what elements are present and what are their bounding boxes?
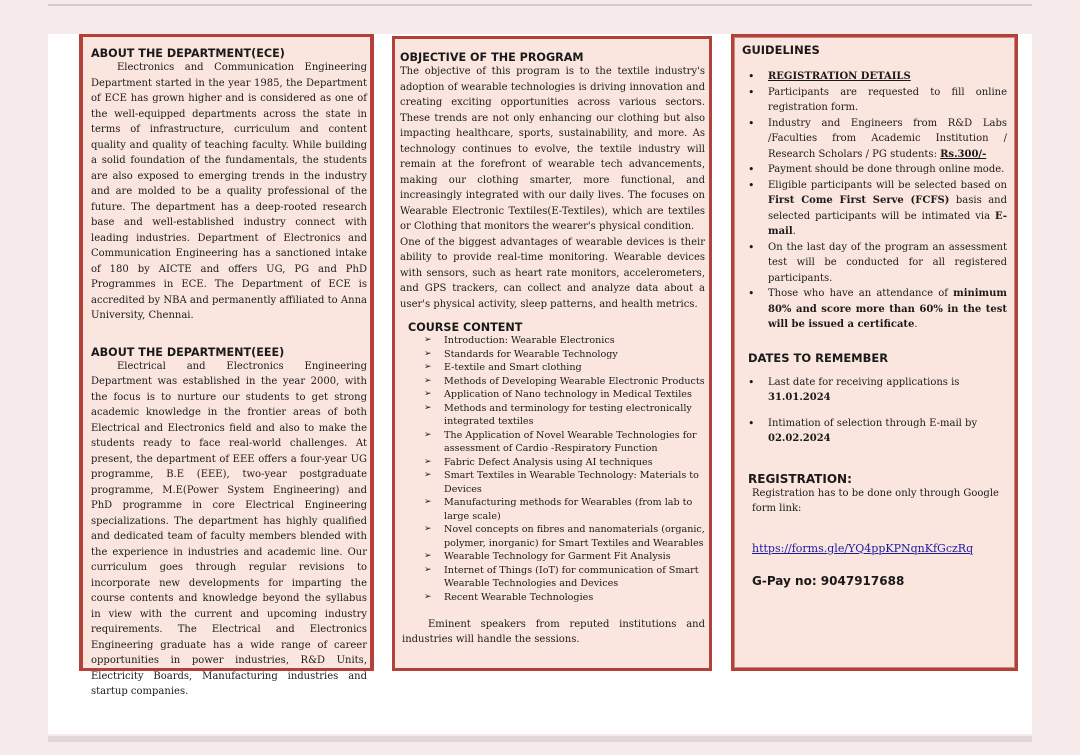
list-item bbox=[742, 178, 1007, 240]
certificate-criteria: minimum 80% and score more than 60% in the test will be issued a certificate bbox=[768, 288, 1007, 330]
list-item bbox=[742, 286, 1007, 333]
arrow-bullet-icon: ➢ bbox=[424, 402, 432, 413]
course-item-label: Internet of Things (IoT) for communication of Smart Wearable Technologies and Devices bbox=[444, 564, 699, 589]
objective-para-1: The objective of this program is to the textile industry's adoption of wearable technologies is driving innovation and creating exciting opportunities across various sectors. These trends are not only enhancing our clothing but also impacting healthcare, sports, sustainability, and more. As technology continues to evolve, the textile industry will remain at the forefront of wearable tech advancements, making our clothing smarter, more functional, and increasingly integrated with our daily lives. The focuses on Wearable Electronic Textiles(E-Textiles), which are textiles or Clothing that monitors the wearer's physical condition. bbox=[400, 66, 705, 232]
guideline-text: Eligible participants will be selected based on bbox=[768, 179, 1007, 191]
list-item bbox=[742, 85, 1007, 116]
list-item bbox=[424, 429, 705, 456]
guidelines-panel bbox=[731, 34, 1018, 671]
registration-text: Registration has to be done only through Google form link: bbox=[752, 487, 999, 514]
course-item-label: Standards for Wearable Technology bbox=[444, 348, 618, 360]
fee-amount: Rs.300/- bbox=[940, 148, 987, 160]
guideline-text: Industry and Engineers from R&D Labs /Faculties from Academic Institution / Research Scholars / PG students: bbox=[768, 117, 1007, 160]
arrow-bullet-icon: ➢ bbox=[424, 551, 432, 561]
ece-heading: ABOUT THE DEPARTMENT(ECE) bbox=[91, 47, 285, 60]
eee-body bbox=[91, 359, 367, 700]
arrow-bullet-icon: ➢ bbox=[424, 497, 432, 507]
list-item bbox=[742, 375, 1007, 406]
course-item-label: Wearable Technology for Garment Fit Analysis bbox=[444, 551, 671, 562]
guidelines-heading: GUIDELINES bbox=[742, 43, 820, 57]
bullet-icon: • bbox=[748, 375, 755, 389]
list-item bbox=[424, 361, 705, 375]
objective-heading: OBJECTIVE OF THE PROGRAM bbox=[400, 51, 584, 64]
form-link-row bbox=[752, 537, 1007, 556]
bullet-icon: • bbox=[748, 163, 755, 176]
arrow-bullet-icon: ➢ bbox=[424, 591, 432, 602]
list-item bbox=[742, 69, 1007, 85]
guidelines-list bbox=[742, 69, 1007, 333]
registration-details-label: REGISTRATION DETAILS bbox=[768, 71, 911, 82]
list-item bbox=[424, 388, 705, 402]
bullet-icon: • bbox=[748, 240, 755, 254]
guideline-text: Those who have an attendance of bbox=[768, 288, 954, 299]
arrow-bullet-icon: ➢ bbox=[424, 456, 432, 467]
fcfs-text: First Come First Serve (FCFS) bbox=[768, 195, 950, 206]
arrow-bullet-icon: ➢ bbox=[424, 389, 432, 399]
course-item-label: Methods and terminology for testing electronically integrated textiles bbox=[444, 402, 692, 427]
list-item bbox=[742, 162, 1007, 178]
date-text: Last date for receiving applications is bbox=[768, 376, 960, 388]
bullet-icon: • bbox=[748, 178, 755, 192]
course-item-label: The Application of Novel Wearable Technologies for assessment of Cardio -Respiratory Function bbox=[444, 429, 697, 454]
list-item bbox=[742, 240, 1007, 287]
guideline-text: . bbox=[914, 319, 918, 330]
program-panel bbox=[392, 36, 712, 671]
arrow-bullet-icon: ➢ bbox=[424, 524, 432, 534]
course-item-label: Methods of Developing Wearable Electronic Products bbox=[444, 375, 705, 387]
bullet-icon: • bbox=[748, 116, 755, 130]
guideline-text: On the last day of the program an assessment test will be conducted for all registered participants. bbox=[768, 241, 1007, 284]
list-item bbox=[424, 564, 705, 591]
guideline-text: . bbox=[792, 226, 796, 237]
course-item-label: Novel concepts on fibres and nanomaterials (organic, polymer, inorganic) for Smart Textiles and Wearables bbox=[444, 524, 705, 549]
guideline-text: Participants are requested to fill online registration form. bbox=[768, 86, 1007, 113]
arrow-bullet-icon: ➢ bbox=[424, 348, 432, 359]
list-item bbox=[424, 550, 705, 564]
course-item-label: Recent Wearable Technologies bbox=[444, 591, 594, 603]
course-item-label: Fabric Defect Analysis using AI techniques bbox=[444, 456, 653, 468]
speakers-note-text: Eminent speakers from reputed institutions and industries will handle the sessions. bbox=[402, 619, 705, 645]
ece-body-text: Electronics and Communication Engineering Department started in the year 1985, the Department of ECE has grown higher and is considered as one of the well-equipped departments across the state in terms of infrastructure, curriculum and content quality and quality of teaching faculty. While building a solid foundation of the fundamentals, the students are also exposed to emerging trends in the industry and are molded to be a quality professional of the future. The department has a deep-rooted research base and well-established industry connect with leading industries. Department of Electronics and Communication Engineering has a sanctioned intake of 180 by AICTE and offers UG, PG and PhD Programmes in ECE. The Department of ECE is accredited by NBA and permanently affiliated to Anna University, Chennai. bbox=[91, 62, 367, 321]
arrow-bullet-icon: ➢ bbox=[424, 375, 432, 386]
course-item-label: Manufacturing methods for Wearables (from lab to large scale) bbox=[444, 497, 693, 522]
dates-heading: DATES TO REMEMBER bbox=[748, 350, 889, 365]
bullet-icon: • bbox=[748, 287, 755, 300]
list-item bbox=[424, 496, 705, 523]
arrow-bullet-icon: ➢ bbox=[424, 362, 432, 372]
bullet-icon: • bbox=[748, 70, 755, 83]
list-item bbox=[742, 416, 1007, 447]
bottom-divider bbox=[48, 736, 1032, 742]
list-item bbox=[424, 469, 705, 496]
list-item bbox=[424, 334, 705, 348]
course-item-label: Smart Textiles in Wearable Technology: Materials to Devices bbox=[444, 470, 699, 495]
eee-heading: ABOUT THE DEPARTMENT(EEE) bbox=[91, 345, 285, 359]
list-item bbox=[424, 456, 705, 470]
intimation-date: 02.02.2024 bbox=[768, 433, 831, 444]
course-content-heading: COURSE CONTENT bbox=[408, 321, 523, 334]
list-item bbox=[424, 402, 705, 429]
arrow-bullet-icon: ➢ bbox=[424, 470, 432, 480]
list-item bbox=[424, 348, 705, 362]
arrow-bullet-icon: ➢ bbox=[424, 335, 432, 345]
course-content-list bbox=[400, 334, 705, 604]
google-form-link[interactable]: https://forms.gle/YQ4ppKPNqnKfGczRq bbox=[752, 541, 974, 555]
ece-body bbox=[91, 60, 367, 324]
speakers-note bbox=[400, 618, 705, 647]
list-item bbox=[424, 523, 705, 550]
departments-panel bbox=[79, 34, 374, 697]
eee-body-text: Electrical and Electronics Engineering Department was established in the year 2000, with the focus is to nurture our students to get strong academic knowledge in the frontier areas of both Electrical and Electronics field and also to make the students ready to face real-world challenges. At present, the department of EEE offers a four-year UG programme, B.E (EEE), two-year postgraduate programme, M.E(Power System Engineering) and PhD programme in core Electrical Engineering specializations. The department has highly qualified and dedicated team of faculty members blended with the experience in industries and academic line. Our curriculum goes through regular revisions to incorporate new developments for imparting the course contents and knowledge beyond the syllabus in view with the current and upcoming industry requirements. The Electrical and Electronics Engineering graduate has a wide range of career opportunities in power industries, R&D Units, Electricity Boards, Manufacturing industries and startup companies. bbox=[91, 360, 367, 697]
guideline-text: basis and selected participants will be intimated via bbox=[768, 195, 1007, 222]
dates-list bbox=[742, 375, 1007, 447]
objective-para-2: One of the biggest advantages of wearable devices is their ability to provide real-time monitoring. Wearable devices with sensors, such as heart rate monitors, accelerometers, and GPS trackers, can collect and analyze data about a user's physical activity, sleep patterns, and health metrics. bbox=[400, 236, 705, 310]
gpay-number: G-Pay no: 9047917688 bbox=[752, 573, 905, 588]
bullet-icon: • bbox=[748, 85, 755, 99]
course-item-label: Application of Nano technology in Medical Textiles bbox=[444, 389, 692, 400]
list-item bbox=[424, 375, 705, 389]
top-divider-line bbox=[48, 4, 1032, 6]
arrow-bullet-icon: ➢ bbox=[424, 564, 432, 575]
deadline-date: 31.01.2024 bbox=[768, 392, 831, 403]
course-item-label: Introduction: Wearable Electronics bbox=[444, 335, 615, 346]
date-text: Intimation of selection through E-mail by bbox=[768, 417, 978, 429]
list-item bbox=[424, 591, 705, 605]
course-item-label: E-textile and Smart clothing bbox=[444, 362, 582, 373]
bullet-icon: • bbox=[748, 416, 755, 430]
guideline-text: Payment should be done through online mode. bbox=[768, 164, 1005, 175]
list-item bbox=[742, 116, 1007, 163]
arrow-bullet-icon: ➢ bbox=[424, 429, 432, 440]
email-text: E-mail bbox=[768, 210, 1007, 237]
registration-heading: REGISTRATION: bbox=[748, 471, 852, 486]
